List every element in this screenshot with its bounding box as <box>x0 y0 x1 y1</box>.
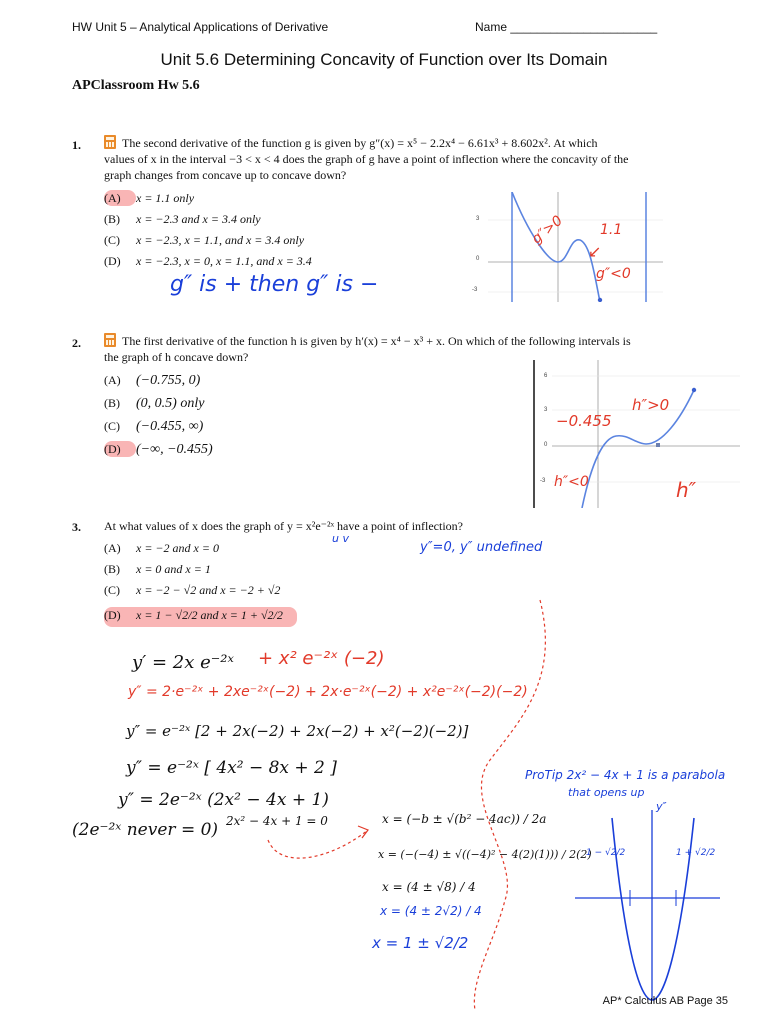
parabola-axis-label: y″ <box>656 800 667 813</box>
q1-choice-b-label[interactable]: (B) <box>104 212 120 226</box>
quadratic-line-3: x = (4 ± √8) / 4 <box>382 880 476 894</box>
q3-number: 3. <box>72 520 81 534</box>
q2-number: 2. <box>72 336 81 350</box>
q3-choice-a-label[interactable]: (A) <box>104 541 121 555</box>
work-line-3: y″ = e⁻²ˣ [2 + 2x(−2) + 2x(−2) + x²(−2)(−2)] <box>126 722 469 740</box>
quadratic-line-2: x = (−(−4) ± √((−4)² − 4(2)(1))) / 2(2) <box>378 848 592 861</box>
q1-number: 1. <box>72 138 81 152</box>
header-unit: HW Unit 5 – Analytical Applications of Derivative <box>72 20 329 34</box>
q2-choice-d-label[interactable]: (D) <box>104 441 136 457</box>
work-line-5: y″ = 2e⁻²ˣ (2x² − 4x + 1) <box>118 790 329 810</box>
protip-note: ProTip 2x² − 4x + 1 is a parabola <box>525 768 726 782</box>
q2-choice-b-label[interactable]: (B) <box>104 396 120 410</box>
q2-graph-annotation-3: h″<0 <box>554 474 589 490</box>
q2-choice-c-label[interactable]: (C) <box>104 419 120 433</box>
q2-text-line2: the graph of h concave down? <box>104 350 249 364</box>
q2-graph-tick-3: 3 <box>544 407 548 413</box>
q1-text-line2: values of x in the interval −3 < x < 4 does the graph of g have a point of inflection where the concavity of the <box>104 152 629 166</box>
q1-choice-a: x = 1.1 only <box>136 191 195 205</box>
work-line-6b: 2x² − 4x + 1 = 0 <box>226 814 328 828</box>
quadratic-line-4: x = (4 ± 2√2) / 4 <box>380 904 482 918</box>
q1-choice-b: x = −2.3 and x = 3.4 only <box>136 212 261 226</box>
q1-graph-annotation-1: g″>0 <box>528 212 566 248</box>
q3-text: At what values of x does the graph of y = x²e⁻²ˣ have a point of inflection? <box>104 519 463 533</box>
arrow-icon: ↙ <box>588 242 602 261</box>
page-subtitle: APClassroom Hw 5.6 <box>72 78 200 93</box>
work-line-1a: y′ = 2x e⁻²ˣ <box>132 652 234 673</box>
parabola-root-right: 1 + √2/2 <box>676 848 716 858</box>
q1-handwritten-note: g″ is + then g″ is − <box>170 272 379 297</box>
q3-choice-b: x = 0 and x = 1 <box>136 562 211 576</box>
q1-choice-d-label[interactable]: (D) <box>104 254 121 268</box>
work-line-6a: (2e⁻²ˣ never = 0) <box>72 820 219 840</box>
protip-note-2: that opens up <box>568 786 645 799</box>
q1-choice-a-label[interactable]: (A) <box>104 190 136 206</box>
page-title: Unit 5.6 Determining Concavity of Function over Its Domain <box>160 50 608 69</box>
quadratic-line-5: x = 1 ± √2/2 <box>372 934 469 952</box>
header-name-field: Name ______________________ <box>475 20 658 34</box>
q3-uv-note: u v <box>332 532 349 545</box>
q1-choice-d: x = −2.3, x = 0, x = 1.1, and x = 3.4 <box>136 254 312 268</box>
q1-graph-annotation-3: g″<0 <box>596 266 631 282</box>
parabola-root-left: 1 − √2/2 <box>586 848 626 858</box>
q2-choice-c: (−0.455, ∞) <box>136 419 204 434</box>
q3-choice-d: x = 1 − √2/2 and x = 1 + √2/2 <box>136 608 283 622</box>
work-line-4: y″ = e⁻²ˣ [ 4x² − 8x + 2 ] <box>126 758 337 778</box>
q2-graph-tick-0: 0 <box>544 442 548 448</box>
q1-graph-annotation-2: 1.1 <box>600 222 623 238</box>
q1-choice-c: x = −2.3, x = 1.1, and x = 3.4 only <box>136 233 305 247</box>
q3-choice-a: x = −2 and x = 0 <box>136 541 219 555</box>
q2-choice-b: (0, 0.5) only <box>136 396 205 411</box>
q2-graph-tick-m3: -3 <box>540 478 546 484</box>
quadratic-line-1: x = (−b ± √(b² − 4ac)) / 2a <box>382 812 547 826</box>
q2-graph-annotation-2: h″>0 <box>632 396 670 414</box>
q1-graph-tick-bot: -3 <box>472 287 478 293</box>
work-line-2: y″ = 2·e⁻²ˣ + 2xe⁻²ˣ(−2) + 2x·e⁻²ˣ(−2) + x²e⁻²ˣ(−2)(−2) <box>128 684 528 700</box>
work-line-1b: + x² e⁻²ˣ (−2) <box>258 648 385 669</box>
q3-choice-b-label[interactable]: (B) <box>104 562 120 576</box>
q2-choice-a: (−0.755, 0) <box>136 373 201 388</box>
q1-choice-c-label[interactable]: (C) <box>104 233 120 247</box>
q1-graph-tick-top: 3 <box>476 216 480 222</box>
q2-choice-a-label[interactable]: (A) <box>104 373 121 387</box>
q3-choice-c: x = −2 − √2 and x = −2 + √2 <box>136 583 281 597</box>
page-footer: AP* Calculus AB Page 35 <box>602 995 728 1007</box>
q1-text-line1: The second derivative of the function g is given by g″(x) = x⁵ − 2.2x⁴ − 6.61x³ + 8.602x². At which <box>122 136 598 150</box>
q2-text-line1: The first derivative of the function h is given by h′(x) = x⁴ − x³ + x. On which of the following intervals is <box>122 334 631 348</box>
q3-handwritten-note: y″=0, y″ undefined <box>420 540 543 555</box>
q2-graph-tick-6: 6 <box>544 373 548 379</box>
q3-choice-c-label[interactable]: (C) <box>104 583 120 597</box>
q3-choice-d-label[interactable]: (D) <box>104 608 121 622</box>
q2-graph-annotation-1: −0.455 <box>556 412 612 430</box>
q1-graph-tick-mid: 0 <box>476 256 480 262</box>
q2-choice-d: (−∞, −0.455) <box>136 442 213 457</box>
q2-graph-annotation-4: h″ <box>676 478 697 502</box>
q1-text-line3: graph changes from concave up to concave down? <box>104 168 347 182</box>
